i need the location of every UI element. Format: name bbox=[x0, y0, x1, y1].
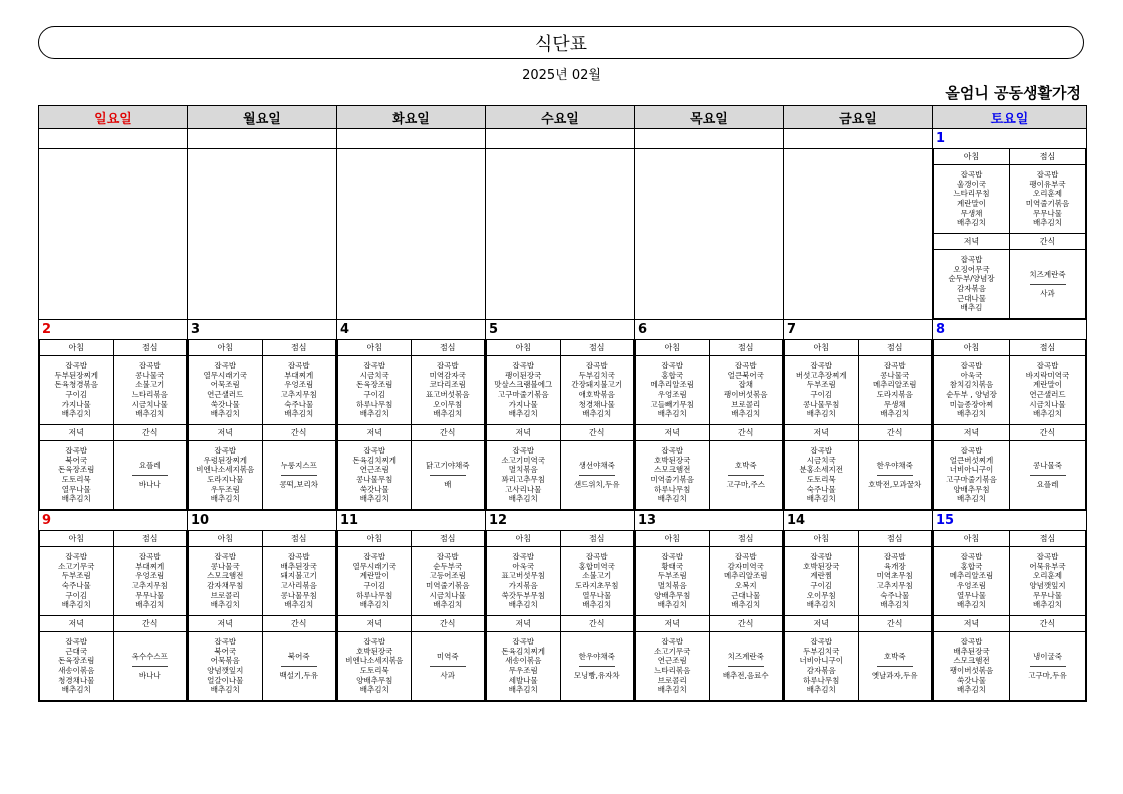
week-row bbox=[39, 129, 1087, 320]
day-cell bbox=[635, 129, 784, 320]
lunch-label: 점심 bbox=[858, 531, 932, 547]
date-number: 12 bbox=[489, 513, 508, 528]
meal-grid bbox=[635, 530, 783, 701]
snack-item: 호박죽 bbox=[734, 460, 757, 470]
weekday-sun: 일요일 bbox=[39, 106, 188, 129]
dinner-label: 저녁 bbox=[189, 616, 263, 632]
lunch-label: 점심 bbox=[262, 531, 336, 547]
lunch-menu: 잡곡밥 콩나물국 소불고기 느타리볶음 시금치나물 배추김치 bbox=[113, 356, 187, 425]
dinner-label: 저녁 bbox=[338, 616, 412, 632]
date-number: 13 bbox=[638, 513, 657, 528]
snack-item: 호박죽 bbox=[883, 651, 906, 661]
lunch-menu: 잡곡밥 미역감자국 코다리조림 표고버섯볶음 오이무침 배추김치 bbox=[411, 356, 485, 425]
breakfast-label: 아침 bbox=[189, 340, 263, 356]
day-cell bbox=[933, 511, 1087, 702]
snack-menu bbox=[709, 441, 783, 510]
breakfast-label: 아침 bbox=[636, 531, 710, 547]
breakfast-menu: 잡곡밥 열무시래기국 계란말이 구이김 하루나무침 배추김치 bbox=[338, 547, 412, 616]
snack-item: 한우야채죽 bbox=[876, 460, 913, 470]
snack-label: 간식 bbox=[858, 616, 932, 632]
lunch-menu: 잡곡밥 홍합미역국 소불고기 도라지초무침 열무나물 배추김치 bbox=[560, 547, 634, 616]
meal-grid bbox=[39, 530, 187, 701]
empty-date bbox=[486, 129, 634, 148]
date-number: 6 bbox=[638, 322, 648, 337]
snack-menu bbox=[113, 632, 187, 701]
empty-day-body bbox=[784, 148, 932, 317]
empty-date bbox=[39, 129, 187, 148]
breakfast-menu: 잡곡밥 아욱국 표고버섯무침 가지볶음 쑥갓두부무침 배추김치 bbox=[487, 547, 561, 616]
dinner-menu: 잡곡밥 배추된장국 스모크햄전 팽이버섯볶음 쑥갓나물 배추김치 bbox=[934, 632, 1010, 701]
snack-item: 콩나물죽 bbox=[1033, 460, 1062, 470]
snack-item: 바나나 bbox=[138, 670, 161, 680]
lunch-label: 점심 bbox=[1010, 340, 1086, 356]
snack-divider bbox=[281, 475, 317, 476]
dinner-menu: 잡곡밥 북어국 돈육장조림 도토리묵 열무나물 배추김치 bbox=[40, 441, 114, 510]
lunch-label: 점심 bbox=[1010, 531, 1086, 547]
snack-divider bbox=[132, 666, 168, 667]
snack-item: 사과 bbox=[440, 670, 455, 680]
dinner-menu: 잡곡밥 두부김치국 너비아니구이 감자볶음 하루나무침 배추김치 bbox=[785, 632, 859, 701]
snack-item: 옛날과자,두유 bbox=[871, 670, 918, 680]
snack-divider bbox=[1030, 284, 1066, 285]
snack-menu bbox=[560, 632, 634, 701]
empty-day-body bbox=[188, 148, 336, 317]
meal-grid bbox=[784, 339, 932, 510]
dinner-label: 저녁 bbox=[189, 425, 263, 441]
meal-calendar bbox=[38, 105, 1087, 702]
snack-label: 간식 bbox=[262, 425, 336, 441]
snack-item: 요플레 bbox=[1036, 479, 1059, 489]
snack-divider bbox=[877, 666, 913, 667]
meal-grid bbox=[188, 530, 336, 701]
snack-divider bbox=[132, 475, 168, 476]
snack-label: 간식 bbox=[1010, 616, 1086, 632]
dinner-label: 저녁 bbox=[934, 425, 1010, 441]
breakfast-menu: 잡곡밥 아욱국 참치김치볶음 순두부 , 양념장 미늘종장아찌 배추김치 bbox=[934, 356, 1010, 425]
snack-label: 간식 bbox=[1010, 425, 1086, 441]
dinner-menu: 잡곡밥 소고기미역국 멸치볶음 꽈리고추무침 고사리나물 배추김치 bbox=[487, 441, 561, 510]
weekday-fri: 금요일 bbox=[784, 106, 933, 129]
snack-divider bbox=[728, 666, 764, 667]
dinner-menu: 잡곡밥 호박된장국 스모크햄전 미역줄기볶음 하루나무침 배추김치 bbox=[636, 441, 710, 510]
snack-item: 한우야채죽 bbox=[578, 651, 615, 661]
dinner-menu: 잡곡밥 북어국 어묵볶음 양념깻잎지 얼갈이나물 배추김치 bbox=[189, 632, 263, 701]
meal-grid bbox=[486, 530, 634, 701]
meal-grid bbox=[784, 530, 932, 701]
day-cell bbox=[486, 129, 635, 320]
title-box bbox=[38, 26, 1084, 59]
dinner-menu: 잡곡밥 소고기무국 연근조림 느타리볶음 브로콜리 배추김치 bbox=[636, 632, 710, 701]
weekday-wed: 수요일 bbox=[486, 106, 635, 129]
day-cell bbox=[39, 511, 188, 702]
day-cell bbox=[635, 320, 784, 511]
snack-item: 치즈계란죽 bbox=[1029, 269, 1066, 279]
date-number: 2 bbox=[42, 322, 52, 337]
day-cell bbox=[784, 129, 933, 320]
day-cell bbox=[39, 129, 188, 320]
breakfast-label: 아침 bbox=[40, 340, 114, 356]
snack-item: 생선야채죽 bbox=[578, 460, 615, 470]
snack-divider bbox=[430, 475, 466, 476]
breakfast-label: 아침 bbox=[338, 531, 412, 547]
empty-date bbox=[784, 129, 932, 148]
weekday-thu: 목요일 bbox=[635, 106, 784, 129]
date-number: 10 bbox=[191, 513, 210, 528]
snack-divider bbox=[1030, 475, 1066, 476]
lunch-menu: 잡곡밥 두부김치국 간장돼지불고기 애호박볶음 청경채나물 배추김치 bbox=[560, 356, 634, 425]
day-cell bbox=[486, 511, 635, 702]
breakfast-menu: 잡곡밥 시금치국 돈육장조림 구이김 하루나무침 배추김치 bbox=[338, 356, 412, 425]
snack-item: 콩떡,보리차 bbox=[279, 479, 319, 489]
snack-label: 간식 bbox=[1010, 234, 1086, 250]
day-cell bbox=[784, 511, 933, 702]
lunch-menu: 잡곡밥 팽이유부국 오리훈제 미역줄기볶음 무무나물 배추김치 bbox=[1010, 165, 1086, 234]
lunch-menu: 잡곡밥 어묵유부국 오리훈제 양념깻잎지 무무나물 배추김치 bbox=[1010, 547, 1086, 616]
empty-date bbox=[188, 129, 336, 148]
snack-item: 냉이굴죽 bbox=[1033, 651, 1062, 661]
month-subtitle: 2025년 02월 bbox=[522, 68, 601, 83]
day-cell bbox=[188, 320, 337, 511]
dinner-menu: 잡곡밥 호박된장국 비엔나소세지볶음 도토리묵 양배추무침 배추김치 bbox=[338, 632, 412, 701]
breakfast-label: 아침 bbox=[785, 531, 859, 547]
day-cell bbox=[188, 129, 337, 320]
lunch-menu: 잡곡밥 순두부국 고등어조림 미역줄기볶음 시금치나물 배추김치 bbox=[411, 547, 485, 616]
snack-item: 배 bbox=[444, 479, 452, 489]
snack-label: 간식 bbox=[858, 425, 932, 441]
snack-label: 간식 bbox=[113, 616, 187, 632]
snack-label: 간식 bbox=[411, 616, 485, 632]
empty-day-body bbox=[337, 148, 485, 317]
dinner-label: 저녁 bbox=[785, 616, 859, 632]
day-cell bbox=[337, 320, 486, 511]
date-number: 9 bbox=[42, 513, 52, 528]
snack-item: 바나나 bbox=[138, 479, 161, 489]
date-number: 15 bbox=[936, 513, 955, 528]
breakfast-menu: 잡곡밥 버섯고추장찌게 두부조림 구이김 콩나물무침 배추김치 bbox=[785, 356, 859, 425]
dinner-menu: 잡곡밥 오징어무국 순두부/양념장 감자볶음 근대나물 배추김 bbox=[934, 250, 1010, 319]
meal-grid bbox=[486, 339, 634, 510]
breakfast-label: 아침 bbox=[487, 340, 561, 356]
day-cell bbox=[784, 320, 933, 511]
lunch-label: 점심 bbox=[262, 340, 336, 356]
snack-item: 고구마,주스 bbox=[726, 479, 766, 489]
dinner-label: 저녁 bbox=[487, 425, 561, 441]
weekday-mon: 월요일 bbox=[188, 106, 337, 129]
breakfast-label: 아침 bbox=[40, 531, 114, 547]
breakfast-label: 아침 bbox=[934, 340, 1010, 356]
lunch-menu: 잡곡밥 바지락미역국 계란말이 연근샐러드 시금치나물 배추김치 bbox=[1010, 356, 1086, 425]
dinner-label: 저녁 bbox=[487, 616, 561, 632]
lunch-label: 점심 bbox=[560, 340, 634, 356]
date-number: 5 bbox=[489, 322, 499, 337]
date-number: 14 bbox=[787, 513, 806, 528]
snack-label: 간식 bbox=[709, 425, 783, 441]
empty-day-body bbox=[486, 148, 634, 317]
day-cell bbox=[188, 511, 337, 702]
dinner-menu: 잡곡밥 얼큰버섯찌게 너비아니구이 고구마줄기볶음 양배추무침 배추김치 bbox=[934, 441, 1010, 510]
snack-menu bbox=[1010, 250, 1086, 319]
snack-label: 간식 bbox=[560, 425, 634, 441]
lunch-label: 점심 bbox=[113, 531, 187, 547]
weekday-tue: 화요일 bbox=[337, 106, 486, 129]
breakfast-menu: 잡곡밥 열무시래기국 어묵조림 연근샐러드 쑥갓나물 배추김치 bbox=[189, 356, 263, 425]
day-cell bbox=[933, 320, 1087, 511]
organization-name: 올엄니 공동생활가정 bbox=[945, 84, 1081, 102]
snack-item: 치즈계란죽 bbox=[727, 651, 764, 661]
snack-item: 누룽지스프 bbox=[280, 460, 317, 470]
snack-menu bbox=[262, 441, 336, 510]
day-cell bbox=[39, 320, 188, 511]
meal-grid bbox=[337, 339, 485, 510]
snack-menu bbox=[113, 441, 187, 510]
snack-item: 고구마,두유 bbox=[1028, 670, 1067, 680]
lunch-label: 점심 bbox=[113, 340, 187, 356]
snack-item: 백설기,두유 bbox=[279, 670, 319, 680]
snack-divider bbox=[430, 666, 466, 667]
snack-menu bbox=[1010, 632, 1086, 701]
dinner-menu: 잡곡밥 우렁된장찌게 비엔나소세지볶음 도라지나물 우두조림 배추김치 bbox=[189, 441, 263, 510]
breakfast-menu: 잡곡밥 소고기무국 두부조림 숙주나물 구이김 배추김치 bbox=[40, 547, 114, 616]
snack-menu bbox=[262, 632, 336, 701]
dinner-menu: 잡곡밥 돈육김치찌게 새송이볶음 무우조림 세발나물 배추김치 bbox=[487, 632, 561, 701]
snack-menu bbox=[411, 632, 485, 701]
snack-menu bbox=[411, 441, 485, 510]
empty-day-body bbox=[39, 148, 187, 317]
empty-day-body bbox=[635, 148, 783, 317]
snack-menu bbox=[1010, 441, 1086, 510]
dinner-label: 저녁 bbox=[934, 234, 1010, 250]
snack-label: 간식 bbox=[262, 616, 336, 632]
lunch-menu: 잡곡밥 얼큰북어국 잡채 팽이버섯볶음 브로콜리 배추김치 bbox=[709, 356, 783, 425]
week-row bbox=[39, 511, 1087, 702]
date-number: 3 bbox=[191, 322, 201, 337]
breakfast-label: 아침 bbox=[934, 531, 1010, 547]
snack-item: 북어죽 bbox=[287, 651, 310, 661]
snack-item: 배추전,음료수 bbox=[722, 670, 769, 680]
snack-menu bbox=[858, 632, 932, 701]
snack-menu bbox=[709, 632, 783, 701]
breakfast-label: 아침 bbox=[189, 531, 263, 547]
dinner-menu: 잡곡밥 근대국 돈육장조림 새송이볶음 청경채나물 배추김치 bbox=[40, 632, 114, 701]
empty-date bbox=[635, 129, 783, 148]
page-title: 식단표 bbox=[534, 33, 588, 55]
date-number: 11 bbox=[340, 513, 359, 528]
date-number: 7 bbox=[787, 322, 797, 337]
snack-item: 닭고기야채죽 bbox=[426, 460, 470, 470]
dinner-label: 저녁 bbox=[338, 425, 412, 441]
breakfast-label: 아침 bbox=[338, 340, 412, 356]
dinner-label: 저녁 bbox=[40, 425, 114, 441]
breakfast-label: 아침 bbox=[934, 149, 1010, 165]
breakfast-label: 아침 bbox=[487, 531, 561, 547]
meal-grid bbox=[337, 530, 485, 701]
breakfast-menu: 잡곡밥 두부된장찌게 돈육청경볶음 구이김 가지나물 배추김치 bbox=[40, 356, 114, 425]
breakfast-menu: 잡곡밥 황태국 두부조림 멸치볶음 양배추무침 배추김치 bbox=[636, 547, 710, 616]
snack-label: 간식 bbox=[560, 616, 634, 632]
meal-grid bbox=[933, 530, 1086, 701]
date-number: 8 bbox=[936, 322, 946, 337]
breakfast-menu: 잡곡밥 홍합국 메추리알조림 우엉조림 열무나물 배추김치 bbox=[934, 547, 1010, 616]
date-number: 1 bbox=[936, 131, 946, 146]
dinner-menu: 잡곡밥 시금치국 분홍소세지전 도토리묵 숙주나물 배추김치 bbox=[785, 441, 859, 510]
snack-item: 요플레 bbox=[138, 460, 161, 470]
snack-item: 모닝빵,유자차 bbox=[573, 670, 620, 680]
day-cell bbox=[337, 511, 486, 702]
snack-divider bbox=[281, 666, 317, 667]
weekday-header-row bbox=[39, 106, 1087, 129]
breakfast-label: 아침 bbox=[636, 340, 710, 356]
lunch-menu: 잡곡밥 배추된장국 돼지불고기 고사리볶음 콩나물무침 배추김치 bbox=[262, 547, 336, 616]
lunch-label: 점심 bbox=[709, 531, 783, 547]
snack-divider bbox=[579, 475, 615, 476]
snack-divider bbox=[728, 475, 764, 476]
lunch-menu: 잡곡밥 육개장 미역초무침 고추지무침 숙주나물 배추김치 bbox=[858, 547, 932, 616]
snack-divider bbox=[579, 666, 615, 667]
snack-item: 미역죽 bbox=[436, 651, 459, 661]
snack-label: 간식 bbox=[709, 616, 783, 632]
dinner-menu: 잡곡밥 돈육김치찌게 연근조림 콩나물무침 쑥갓나물 배추김치 bbox=[338, 441, 412, 510]
meal-grid bbox=[635, 339, 783, 510]
snack-item: 샌드위치,두유 bbox=[573, 479, 620, 489]
weekday-sat: 토요일 bbox=[933, 106, 1087, 129]
snack-label: 간식 bbox=[113, 425, 187, 441]
day-cell bbox=[933, 129, 1087, 320]
lunch-label: 점심 bbox=[709, 340, 783, 356]
snack-menu bbox=[560, 441, 634, 510]
breakfast-menu: 잡곡밥 팽이된장국 맛살스크램블에그 고구마줄기볶음 가지나물 배추김치 bbox=[487, 356, 561, 425]
lunch-menu: 잡곡밥 부대찌게 우엉조림 고추지무침 무무나물 배추김치 bbox=[113, 547, 187, 616]
snack-item: 호박전,모과꿀차 bbox=[868, 479, 922, 489]
lunch-menu: 잡곡밥 감자미역국 메추리알조림 오복지 근대나물 배추김치 bbox=[709, 547, 783, 616]
day-cell bbox=[337, 129, 486, 320]
dinner-label: 저녁 bbox=[40, 616, 114, 632]
dinner-label: 저녁 bbox=[785, 425, 859, 441]
snack-menu bbox=[858, 441, 932, 510]
meal-grid bbox=[933, 339, 1086, 510]
lunch-label: 점심 bbox=[411, 531, 485, 547]
week-row bbox=[39, 320, 1087, 511]
breakfast-menu: 잡곡밥 울갱이국 느타리무침 계란말이 무생채 배추김치 bbox=[934, 165, 1010, 234]
lunch-label: 점심 bbox=[411, 340, 485, 356]
day-cell bbox=[486, 320, 635, 511]
dinner-label: 저녁 bbox=[934, 616, 1010, 632]
lunch-menu: 잡곡밥 부대찌게 우엉조림 고추지무침 숙주나물 배추김치 bbox=[262, 356, 336, 425]
meal-grid bbox=[188, 339, 336, 510]
snack-label: 간식 bbox=[411, 425, 485, 441]
snack-item: 옥수수스프 bbox=[131, 651, 168, 661]
meal-grid bbox=[39, 339, 187, 510]
snack-divider bbox=[877, 475, 913, 476]
lunch-label: 점심 bbox=[560, 531, 634, 547]
breakfast-label: 아침 bbox=[785, 340, 859, 356]
breakfast-menu: 잡곡밥 홍합국 메추리알조림 우엉조림 고들빼기무침 배추김치 bbox=[636, 356, 710, 425]
dinner-label: 저녁 bbox=[636, 425, 710, 441]
lunch-label: 점심 bbox=[1010, 149, 1086, 165]
snack-item: 사과 bbox=[1040, 288, 1055, 298]
breakfast-menu: 잡곡밥 콩나물국 스모크햄전 감자채무침 브로콜리 배추김치 bbox=[189, 547, 263, 616]
lunch-label: 점심 bbox=[858, 340, 932, 356]
breakfast-menu: 잡곡밥 호박된장국 계란찜 구이김 오이무침 배추김치 bbox=[785, 547, 859, 616]
dinner-label: 저녁 bbox=[636, 616, 710, 632]
empty-date bbox=[337, 129, 485, 148]
meal-grid bbox=[933, 148, 1086, 319]
lunch-menu: 잡곡밥 콩나물국 메추리알조림 도라지볶음 무생채 배추김치 bbox=[858, 356, 932, 425]
day-cell bbox=[635, 511, 784, 702]
snack-divider bbox=[1030, 666, 1066, 667]
date-number: 4 bbox=[340, 322, 350, 337]
